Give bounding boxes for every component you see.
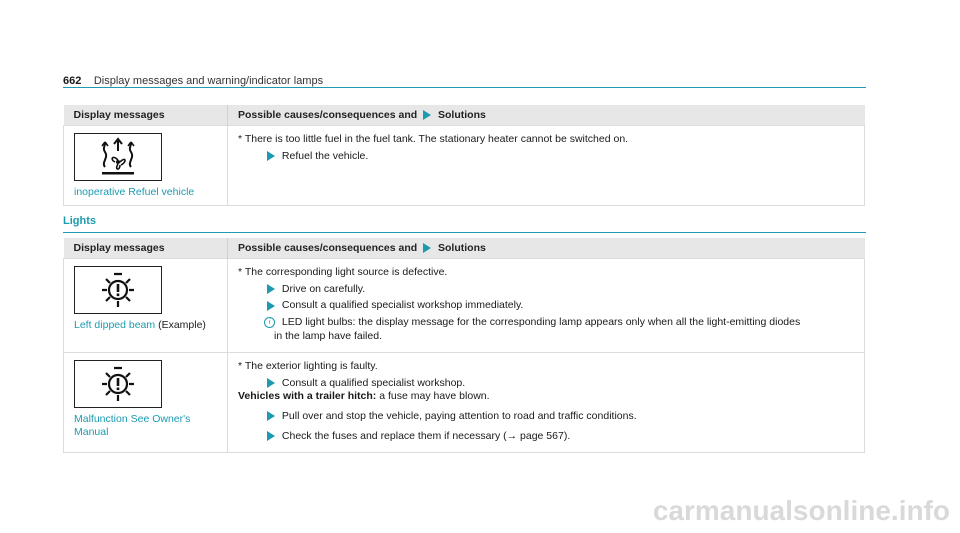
display-message-suffix: (Example) xyxy=(158,319,206,331)
solution-text: Consult a qualified specialist workshop. xyxy=(281,376,466,389)
col-header-messages: Display messages xyxy=(64,238,228,259)
display-message xyxy=(74,319,221,332)
arrow-icon xyxy=(267,378,275,388)
cause-cell xyxy=(228,353,865,453)
light-malfunction-icon xyxy=(74,266,162,314)
page-header xyxy=(63,71,866,88)
display-message-text: Left dipped beam xyxy=(74,319,156,331)
trailer-label: Vehicles with a trailer hitch: xyxy=(238,390,377,403)
watermark: carmanualsonline.info xyxy=(652,495,950,526)
table-row xyxy=(64,259,865,353)
arrow-icon xyxy=(267,284,275,294)
solution-step xyxy=(238,299,858,313)
table-heater xyxy=(63,105,865,206)
col-header-solutions-label: Solutions xyxy=(438,242,486,254)
solution-text: Consult a qualified specialist workshop immediately. xyxy=(281,299,524,312)
cause-text: * There is too little fuel in the fuel tank. The stationary heater cannot be switched on. xyxy=(238,133,629,145)
table-header-row xyxy=(64,105,865,126)
solution-step xyxy=(238,150,858,164)
message-cell xyxy=(64,353,228,453)
note xyxy=(238,316,858,330)
col-header-causes-label: Possible causes/consequences and xyxy=(238,109,418,121)
heater-fan-icon xyxy=(74,133,162,181)
arrow-icon xyxy=(267,411,275,421)
message-cell xyxy=(64,126,228,206)
solution-text: Refuel the vehicle. xyxy=(281,149,369,162)
cause-cell xyxy=(228,259,865,353)
col-header-solutions-label: Solutions xyxy=(438,109,486,121)
solution-step xyxy=(238,410,858,424)
arrow-icon xyxy=(423,110,431,120)
trailer-text: a fuse may have blown. xyxy=(379,390,490,403)
cause-cell xyxy=(228,126,865,206)
col-header-messages: Display messages xyxy=(64,105,228,126)
light-malfunction-icon xyxy=(74,360,162,408)
info-icon: i xyxy=(264,317,275,328)
message-cell xyxy=(64,259,228,353)
arrow-icon xyxy=(423,243,431,253)
solution-text[interactable]: Check the fuses and replace them if necessary (→ page 567). xyxy=(281,429,571,442)
cause-text: * The corresponding light source is defective. xyxy=(238,266,448,278)
col-header-causes xyxy=(228,238,865,259)
display-message: inoperative Refuel vehicle xyxy=(74,186,195,198)
table-lights xyxy=(63,238,865,453)
solution-text: Pull over and stop the vehicle, paying attention to road and traffic conditions. xyxy=(281,410,637,423)
section-title-lights: Lights xyxy=(63,215,866,233)
note-continued: in the lamp have failed. xyxy=(274,329,382,342)
table-header-row xyxy=(64,238,865,259)
arrow-icon xyxy=(267,431,275,441)
solution-step xyxy=(238,430,858,444)
col-header-causes-label: Possible causes/consequences and xyxy=(238,242,418,254)
page-number: 662 xyxy=(63,75,82,87)
table-row xyxy=(64,353,865,453)
table-row xyxy=(64,126,865,206)
solution-step xyxy=(238,377,858,391)
col-header-causes xyxy=(228,105,865,126)
solution-step xyxy=(238,283,858,297)
page-header-title: Display messages and warning/indicator lamps xyxy=(93,75,324,87)
note-text: LED light bulbs: the display message for the corresponding lamp appears only when all the light-emitting diodes xyxy=(281,315,801,328)
display-message: Malfunction See Owner's Manual xyxy=(74,413,191,439)
cause-text: * The exterior lighting is faulty. xyxy=(238,360,378,373)
arrow-icon xyxy=(267,151,275,161)
trailer-note xyxy=(238,390,858,404)
arrow-icon xyxy=(267,301,275,311)
solution-text: Drive on carefully. xyxy=(281,282,366,295)
